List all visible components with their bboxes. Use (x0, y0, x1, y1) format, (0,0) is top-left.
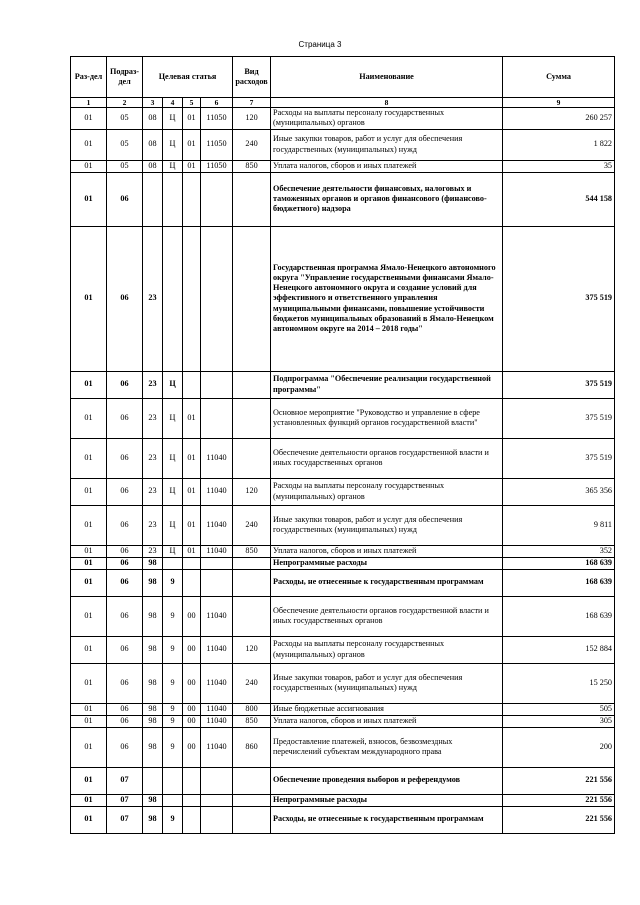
cell-celevaya-1: 98 (143, 703, 163, 715)
cell-podrazdel: 07 (107, 806, 143, 833)
cell-razdel: 01 (71, 505, 107, 545)
cell-podrazdel: 06 (107, 438, 143, 478)
cell-vid-rashodov: 120 (233, 636, 271, 663)
cell-celevaya-3: 00 (183, 727, 201, 767)
page-label: Страница 3 (298, 40, 342, 49)
cell-celevaya-2 (163, 557, 183, 569)
cell-celevaya-3: 00 (183, 636, 201, 663)
cell-razdel: 01 (71, 663, 107, 703)
cell-celevaya-1: 98 (143, 715, 163, 727)
cell-razdel: 01 (71, 794, 107, 806)
header-celevaya-statya: Целевая статья (143, 57, 233, 98)
cell-summa: 352 (503, 545, 615, 557)
cell-naimenovanie: Основное мероприятие "Руководство и управление в сфере установленных функций органов государственной власти" (271, 398, 503, 438)
cell-razdel: 01 (71, 129, 107, 160)
cell-celevaya-4: 11050 (201, 160, 233, 172)
cell-summa: 544 158 (503, 172, 615, 226)
budget-table (70, 56, 615, 834)
cell-vid-rashodov: 800 (233, 703, 271, 715)
cell-podrazdel: 06 (107, 478, 143, 505)
header-summa: Сумма (503, 57, 615, 98)
cell-celevaya-1: 23 (143, 478, 163, 505)
cell-naimenovanie: Расходы на выплаты персоналу государственных (муниципальных) органов (271, 108, 503, 130)
cell-razdel: 01 (71, 569, 107, 596)
table-row (71, 160, 615, 172)
cell-celevaya-3 (183, 226, 201, 371)
cell-celevaya-4 (201, 398, 233, 438)
cell-celevaya-4 (201, 172, 233, 226)
col-number: 3 (143, 98, 163, 108)
cell-celevaya-1: 08 (143, 129, 163, 160)
cell-celevaya-2: 9 (163, 596, 183, 636)
cell-celevaya-4 (201, 371, 233, 398)
cell-celevaya-2: Ц (163, 398, 183, 438)
cell-celevaya-3: 01 (183, 129, 201, 160)
cell-celevaya-4 (201, 794, 233, 806)
cell-naimenovanie: Расходы, не отнесенные к государственным программам (271, 806, 503, 833)
cell-celevaya-3 (183, 371, 201, 398)
cell-podrazdel: 06 (107, 636, 143, 663)
cell-celevaya-1: 08 (143, 160, 163, 172)
cell-podrazdel: 06 (107, 505, 143, 545)
cell-celevaya-2 (163, 767, 183, 794)
cell-celevaya-3: 01 (183, 505, 201, 545)
table-row (71, 108, 615, 130)
cell-celevaya-1: 98 (143, 569, 163, 596)
cell-celevaya-1 (143, 172, 163, 226)
cell-summa: 35 (503, 160, 615, 172)
cell-naimenovanie: Уплата налогов, сборов и иных платежей (271, 545, 503, 557)
cell-naimenovanie: Государственная программа Ямало-Ненецкого автономного округа "Управление государственными финансами Ямало-Ненецкого автономного округа и создание условий для эффективного и ответственного управления муниципальными финансами, повышение устойчивости бюджетов муниципальных образований в Ямало-Ненецком автономном округе на 2014 – 2018 годы" (271, 226, 503, 371)
cell-celevaya-3: 01 (183, 545, 201, 557)
cell-celevaya-2: Ц (163, 160, 183, 172)
cell-celevaya-2: 9 (163, 727, 183, 767)
column-number-row (71, 98, 615, 108)
cell-razdel: 01 (71, 226, 107, 371)
cell-podrazdel: 06 (107, 596, 143, 636)
table-row (71, 663, 615, 703)
cell-celevaya-3 (183, 569, 201, 596)
cell-celevaya-2: Ц (163, 108, 183, 130)
cell-summa: 260 257 (503, 108, 615, 130)
cell-naimenovanie: Непрограммные расходы (271, 557, 503, 569)
cell-celevaya-1: 23 (143, 545, 163, 557)
cell-celevaya-2: Ц (163, 438, 183, 478)
cell-summa: 200 (503, 727, 615, 767)
cell-celevaya-2: 9 (163, 569, 183, 596)
cell-celevaya-2: Ц (163, 545, 183, 557)
cell-naimenovanie: Уплата налогов, сборов и иных платежей (271, 715, 503, 727)
cell-podrazdel: 05 (107, 129, 143, 160)
cell-naimenovanie: Подпрограмма "Обеспечение реализации государственной программы" (271, 371, 503, 398)
cell-naimenovanie: Предоставление платежей, взносов, безвозмездных перечислений субъектам международного права (271, 727, 503, 767)
table-row (71, 715, 615, 727)
cell-celevaya-2: Ц (163, 129, 183, 160)
cell-razdel: 01 (71, 715, 107, 727)
cell-celevaya-1: 08 (143, 108, 163, 130)
cell-celevaya-1: 23 (143, 505, 163, 545)
cell-summa: 375 519 (503, 226, 615, 371)
cell-celevaya-3: 00 (183, 703, 201, 715)
cell-razdel: 01 (71, 806, 107, 833)
header-row (71, 57, 615, 98)
cell-celevaya-3 (183, 767, 201, 794)
cell-podrazdel: 06 (107, 398, 143, 438)
cell-celevaya-1: 98 (143, 727, 163, 767)
cell-celevaya-1: 23 (143, 438, 163, 478)
cell-celevaya-3 (183, 806, 201, 833)
cell-celevaya-2: 9 (163, 636, 183, 663)
cell-celevaya-3: 00 (183, 596, 201, 636)
cell-celevaya-4: 11040 (201, 636, 233, 663)
col-number: 8 (271, 98, 503, 108)
cell-summa: 1 822 (503, 129, 615, 160)
cell-naimenovanie: Иные закупки товаров, работ и услуг для обеспечения государственных (муниципальных) нужд (271, 505, 503, 545)
cell-celevaya-3: 00 (183, 715, 201, 727)
cell-vid-rashodov (233, 806, 271, 833)
table-row (71, 438, 615, 478)
cell-vid-rashodov (233, 371, 271, 398)
header-podrazdel: Подраз-дел (107, 57, 143, 98)
cell-naimenovanie: Уплата налогов, сборов и иных платежей (271, 160, 503, 172)
cell-vid-rashodov: 240 (233, 505, 271, 545)
table-row (71, 371, 615, 398)
table-row (71, 505, 615, 545)
cell-celevaya-4 (201, 806, 233, 833)
cell-summa: 221 556 (503, 806, 615, 833)
cell-razdel: 01 (71, 545, 107, 557)
cell-vid-rashodov (233, 569, 271, 596)
cell-vid-rashodov: 120 (233, 108, 271, 130)
cell-celevaya-1: 23 (143, 398, 163, 438)
cell-celevaya-4: 11040 (201, 663, 233, 703)
cell-celevaya-1: 23 (143, 226, 163, 371)
cell-celevaya-4 (201, 767, 233, 794)
cell-celevaya-4: 11040 (201, 545, 233, 557)
cell-vid-rashodov (233, 226, 271, 371)
col-number: 9 (503, 98, 615, 108)
cell-celevaya-2: 9 (163, 703, 183, 715)
cell-celevaya-2: 9 (163, 715, 183, 727)
cell-celevaya-4: 11050 (201, 129, 233, 160)
cell-summa: 375 519 (503, 398, 615, 438)
cell-celevaya-3: 01 (183, 398, 201, 438)
table-row (71, 478, 615, 505)
cell-naimenovanie: Непрограммные расходы (271, 794, 503, 806)
cell-podrazdel: 07 (107, 794, 143, 806)
col-number: 2 (107, 98, 143, 108)
cell-razdel: 01 (71, 371, 107, 398)
cell-naimenovanie: Обеспечение деятельности органов государственной власти и иных государственных органов (271, 596, 503, 636)
cell-celevaya-3 (183, 557, 201, 569)
cell-podrazdel: 06 (107, 226, 143, 371)
table-row (71, 806, 615, 833)
col-number: 7 (233, 98, 271, 108)
cell-summa: 15 250 (503, 663, 615, 703)
cell-naimenovanie: Расходы на выплаты персоналу государственных (муниципальных) органов (271, 636, 503, 663)
cell-vid-rashodov (233, 438, 271, 478)
cell-vid-rashodov: 860 (233, 727, 271, 767)
cell-razdel: 01 (71, 636, 107, 663)
table-row (71, 545, 615, 557)
cell-celevaya-2: Ц (163, 478, 183, 505)
cell-vid-rashodov: 850 (233, 715, 271, 727)
col-number: 4 (163, 98, 183, 108)
cell-celevaya-1: 23 (143, 371, 163, 398)
cell-podrazdel: 06 (107, 545, 143, 557)
cell-celevaya-1: 98 (143, 636, 163, 663)
header-naimenovanie: Наименование (271, 57, 503, 98)
table-row (71, 636, 615, 663)
cell-summa: 168 639 (503, 569, 615, 596)
cell-razdel: 01 (71, 703, 107, 715)
cell-vid-rashodov (233, 398, 271, 438)
cell-vid-rashodov: 240 (233, 129, 271, 160)
cell-vid-rashodov: 850 (233, 545, 271, 557)
cell-summa: 375 519 (503, 371, 615, 398)
table-row (71, 557, 615, 569)
cell-celevaya-3: 00 (183, 663, 201, 703)
cell-celevaya-4: 11040 (201, 478, 233, 505)
cell-celevaya-4 (201, 226, 233, 371)
cell-podrazdel: 06 (107, 371, 143, 398)
cell-razdel: 01 (71, 172, 107, 226)
col-number: 5 (183, 98, 201, 108)
cell-razdel: 01 (71, 160, 107, 172)
table-row (71, 727, 615, 767)
cell-celevaya-4: 11050 (201, 108, 233, 130)
cell-vid-rashodov (233, 172, 271, 226)
col-number: 1 (71, 98, 107, 108)
cell-razdel: 01 (71, 398, 107, 438)
cell-podrazdel: 05 (107, 108, 143, 130)
cell-podrazdel: 06 (107, 715, 143, 727)
cell-celevaya-2 (163, 794, 183, 806)
cell-celevaya-1: 98 (143, 794, 163, 806)
cell-razdel: 01 (71, 438, 107, 478)
cell-podrazdel: 06 (107, 172, 143, 226)
table-row (71, 794, 615, 806)
cell-celevaya-4: 11040 (201, 596, 233, 636)
cell-celevaya-1: 98 (143, 596, 163, 636)
cell-celevaya-2: 9 (163, 663, 183, 703)
cell-summa: 221 556 (503, 767, 615, 794)
cell-summa: 9 811 (503, 505, 615, 545)
table-row (71, 596, 615, 636)
cell-summa: 152 884 (503, 636, 615, 663)
table-row (71, 226, 615, 371)
cell-celevaya-3 (183, 794, 201, 806)
table-row (71, 129, 615, 160)
table-row (71, 703, 615, 715)
cell-summa: 505 (503, 703, 615, 715)
cell-summa: 305 (503, 715, 615, 727)
cell-summa: 221 556 (503, 794, 615, 806)
cell-vid-rashodov: 120 (233, 478, 271, 505)
cell-celevaya-4 (201, 569, 233, 596)
cell-celevaya-1 (143, 767, 163, 794)
cell-naimenovanie: Расходы на выплаты персоналу государственных (муниципальных) органов (271, 478, 503, 505)
cell-summa: 375 519 (503, 438, 615, 478)
cell-naimenovanie: Иные закупки товаров, работ и услуг для обеспечения государственных (муниципальных) нужд (271, 663, 503, 703)
cell-naimenovanie: Расходы, не отнесенные к государственным программам (271, 569, 503, 596)
cell-razdel: 01 (71, 727, 107, 767)
cell-naimenovanie: Иные закупки товаров, работ и услуг для обеспечения государственных (муниципальных) нужд (271, 129, 503, 160)
cell-vid-rashodov: 240 (233, 663, 271, 703)
cell-celevaya-2 (163, 172, 183, 226)
header-vid-rashodov: Вид расходов (233, 57, 271, 98)
cell-celevaya-4: 11040 (201, 715, 233, 727)
table-row (71, 398, 615, 438)
cell-celevaya-2: Ц (163, 371, 183, 398)
cell-vid-rashodov: 850 (233, 160, 271, 172)
cell-celevaya-4: 11040 (201, 703, 233, 715)
cell-razdel: 01 (71, 478, 107, 505)
cell-celevaya-3: 01 (183, 108, 201, 130)
header-razdel: Раз-дел (71, 57, 107, 98)
cell-razdel: 01 (71, 108, 107, 130)
cell-podrazdel: 06 (107, 569, 143, 596)
cell-celevaya-4: 11040 (201, 727, 233, 767)
table-row (71, 569, 615, 596)
cell-celevaya-4 (201, 557, 233, 569)
cell-celevaya-4: 11040 (201, 505, 233, 545)
cell-summa: 168 639 (503, 557, 615, 569)
cell-podrazdel: 06 (107, 703, 143, 715)
cell-celevaya-4: 11040 (201, 438, 233, 478)
cell-summa: 365 356 (503, 478, 615, 505)
cell-celevaya-1: 98 (143, 557, 163, 569)
cell-vid-rashodov (233, 767, 271, 794)
table-row (71, 767, 615, 794)
cell-naimenovanie: Обеспечение деятельности финансовых, налоговых и таможенных органов и органов финансового (финансово-бюджетного) надзора (271, 172, 503, 226)
cell-naimenovanie: Обеспечение деятельности органов государственной власти и иных государственных органов (271, 438, 503, 478)
cell-vid-rashodov (233, 794, 271, 806)
cell-naimenovanie: Иные бюджетные ассигнования (271, 703, 503, 715)
cell-celevaya-1: 98 (143, 806, 163, 833)
col-number: 6 (201, 98, 233, 108)
cell-celevaya-2 (163, 226, 183, 371)
cell-razdel: 01 (71, 596, 107, 636)
cell-podrazdel: 06 (107, 557, 143, 569)
cell-razdel: 01 (71, 767, 107, 794)
cell-podrazdel: 05 (107, 160, 143, 172)
cell-celevaya-3: 01 (183, 478, 201, 505)
cell-celevaya-1: 98 (143, 663, 163, 703)
cell-celevaya-2: 9 (163, 806, 183, 833)
table-row (71, 172, 615, 226)
cell-naimenovanie: Обеспечение проведения выборов и референдумов (271, 767, 503, 794)
cell-celevaya-3: 01 (183, 160, 201, 172)
cell-podrazdel: 07 (107, 767, 143, 794)
cell-celevaya-3 (183, 172, 201, 226)
cell-razdel: 01 (71, 557, 107, 569)
cell-vid-rashodov (233, 557, 271, 569)
cell-celevaya-3: 01 (183, 438, 201, 478)
cell-podrazdel: 06 (107, 727, 143, 767)
cell-podrazdel: 06 (107, 663, 143, 703)
cell-vid-rashodov (233, 596, 271, 636)
cell-celevaya-2: Ц (163, 505, 183, 545)
cell-summa: 168 639 (503, 596, 615, 636)
